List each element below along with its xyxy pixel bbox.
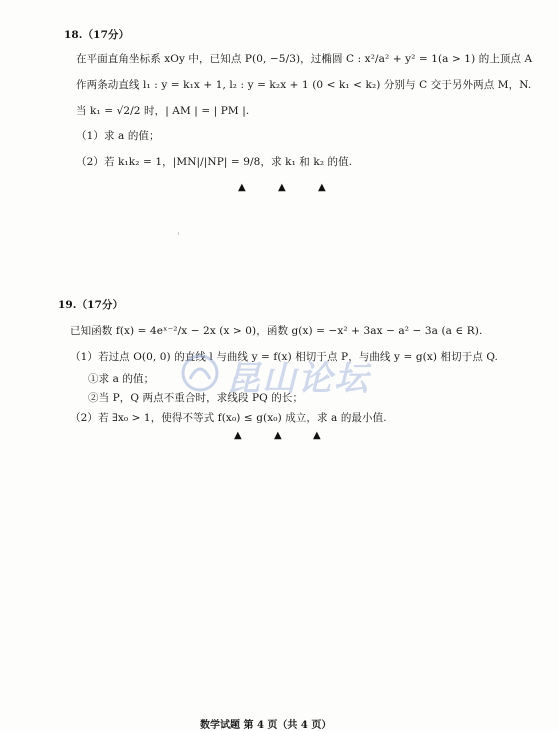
q18-line2: 作两条动直线 l₁ : y = k₁x + 1, l₂ : y = k₂x + 1 (0 < k₁ < k₂) 分别与 C 交于另外两点 M，N.	[76, 79, 532, 91]
q18-part2: （2）若 k₁k₂ = 1，|MN|/|NP| = 9/8，求 k₁ 和 k₂ 的值.	[76, 156, 353, 168]
end-mark-18c: ▲	[318, 182, 326, 193]
q19-line1: 已知函数 f(x) = 4eˣ⁻²/x − 2x (x > 0)，函数 g(x) = −x² + 3ax − a² − 3a (a ∈ R).	[70, 325, 483, 337]
forum-watermark	[178, 349, 478, 399]
page-footer: 数学试题 第 4 页（共 4 页）	[200, 720, 332, 731]
q18-line3: 当 k₁ = √2/2 时，| AM | = | PM |.	[76, 105, 250, 117]
scan-speck	[178, 232, 179, 235]
q19-sub2: ②当 P，Q 两点不重合时，求线段 PQ 的长；	[88, 392, 304, 404]
q18-line1: 在平面直角坐标系 xOy 中，已知点 P(0, −5/3)，过椭圆 C : x²/a² + y² = 1(a > 1) 的上顶点 A	[76, 53, 533, 65]
watermark-text: 昆山论坛	[226, 359, 370, 399]
watermark-logo-icon	[178, 351, 222, 395]
q19-sub1: ①求 a 的值；	[88, 373, 155, 385]
end-mark-19b: ▲	[274, 430, 282, 441]
q19-number: 19.（17分）	[58, 299, 124, 311]
end-mark-19a: ▲	[234, 430, 242, 441]
end-mark-18b: ▲	[278, 182, 286, 193]
end-mark-19c: ▲	[313, 430, 321, 441]
q18-number: 18.（17分）	[64, 29, 130, 41]
q19-part1: （1）若过点 O(0, 0) 的直线 l 与曲线 y = f(x) 相切于点 P，与曲线 y = g(x) 相切于点 Q.	[70, 351, 498, 363]
end-mark-18a: ▲	[238, 182, 246, 193]
q19-part2: （2）若 ∃x₀ > 1，使得不等式 f(x₀) ≤ g(x₀) 成立，求 a 的最小值.	[70, 412, 387, 424]
q18-part1: （1）求 a 的值；	[76, 130, 160, 142]
